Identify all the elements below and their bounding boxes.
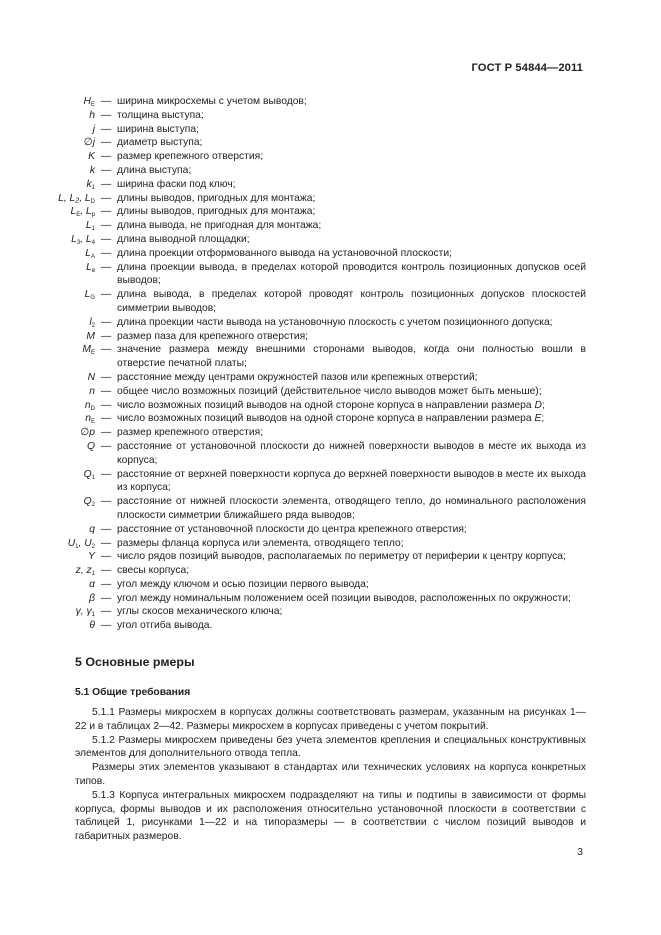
subsection-title: 5.1 Общие требования	[75, 687, 191, 698]
page-number: 3	[577, 847, 583, 858]
definition-symbol: M	[86, 330, 95, 342]
definition-text: размеры фланца корпуса или элемента, отводящего тепло;	[117, 537, 404, 549]
definition-dash: —	[100, 385, 112, 397]
definition-dash: —	[100, 206, 112, 218]
definition-symbol: N	[87, 371, 95, 383]
body-text	[75, 706, 586, 844]
definition-text: число возможных позиций выводов на одной стороне корпуса в направлении размера D;	[117, 399, 545, 411]
definition-symbol: ∅p	[80, 427, 95, 439]
definition-text: свесы корпуса;	[117, 565, 190, 577]
definition-row	[40, 136, 586, 150]
definition-row	[40, 412, 586, 426]
definition-dash: —	[100, 289, 112, 301]
definition-row	[40, 192, 586, 206]
definition-symbol: n	[89, 385, 95, 397]
definition-dash: —	[100, 233, 112, 245]
definition-dash: —	[100, 413, 112, 425]
definition-text: длины выводов, пригодных для монтажа;	[117, 206, 316, 218]
definition-text: длина проекции вывода, в пределах которой проводится контроль позиционных допусков осей выводов;	[117, 261, 586, 287]
definition-text: расстояние от верхней поверхности корпуса до верхней поверхности выводов в месте их выхода из корпуса;	[117, 468, 586, 494]
definition-text: длина вывода, в пределах которой проводят контроль позиционных допусков плоскостей симметрии выводов;	[117, 289, 586, 314]
definition-text: диаметр выступа;	[117, 137, 203, 149]
definition-text: расстояние от установочной плоскости до нижней поверхности выводов в месте их выхода из корпуса;	[117, 440, 586, 466]
definition-symbol: j	[92, 123, 95, 135]
definition-row	[40, 95, 586, 109]
definition-text: угол между номинальным положением осей позиции выводов, расположенных по окружности;	[117, 592, 571, 604]
definition-text: углы скосов механического ключа;	[117, 606, 283, 618]
definition-text: общее число возможных позиций (действительное число выводов может быть меньше);	[117, 385, 542, 397]
definition-symbol: β	[89, 592, 95, 604]
definition-row	[40, 123, 586, 137]
definition-dash: —	[100, 565, 112, 577]
definition-text: размер паза для крепежного отверстия;	[117, 330, 309, 342]
definition-symbol: ∅j	[83, 137, 95, 149]
definition-symbol: h	[89, 109, 95, 121]
definition-dash: —	[100, 620, 112, 632]
definition-row	[40, 426, 586, 440]
definition-row	[40, 109, 586, 123]
definition-symbol: α	[89, 578, 95, 590]
definition-text: ширина фаски под ключ;	[117, 178, 236, 190]
definition-row	[40, 385, 586, 399]
definition-text: угол отгиба вывода.	[117, 620, 213, 632]
definition-row	[40, 288, 586, 316]
definition-text: ширина выступа;	[117, 123, 199, 135]
definition-row	[40, 150, 586, 164]
definitions-list	[40, 95, 586, 633]
definition-text: длина вывода, не пригодная для монтажа;	[117, 220, 322, 232]
definition-dash: —	[100, 344, 112, 356]
definition-row	[40, 619, 586, 633]
definition-row	[40, 495, 586, 523]
definition-symbol: $L_в$	[86, 261, 95, 274]
definition-dash: —	[100, 592, 112, 604]
definition-row	[40, 592, 586, 606]
definition-text: значение размера между внешними сторонами выводов, когда они полностью вошли в отверстие печатной платы;	[117, 344, 586, 370]
definition-row	[40, 440, 586, 468]
definition-text: размер крепежного отверстия;	[117, 151, 264, 163]
definition-text: размер крепежного отверстия;	[117, 427, 264, 439]
definition-symbol: Q	[86, 440, 95, 452]
definition-symbol: Y	[88, 551, 95, 563]
definition-symbol: $L_G$	[84, 289, 95, 302]
definition-text: расстояние от нижней плоскости элемента, отводящего тепло, до номинального расположения плоскости симметрии ближайшего ряда выводов;	[117, 496, 586, 521]
definition-dash: —	[100, 330, 112, 342]
definition-dash: —	[100, 247, 112, 259]
definition-row	[40, 247, 586, 261]
definition-row	[40, 343, 586, 371]
definition-dash: —	[100, 192, 112, 204]
definition-text: число рядов позиций выводов, располагаемых по периметру от периферии к центру корпуса;	[117, 551, 566, 563]
definition-dash: —	[100, 151, 112, 163]
definition-symbol: K	[88, 151, 95, 163]
definition-dash: —	[100, 427, 112, 439]
definition-text: толщина выступа;	[117, 109, 204, 121]
definition-symbol: k	[89, 164, 95, 176]
definition-symbol: $L_1$	[85, 220, 95, 233]
definition-dash: —	[100, 178, 112, 190]
definition-dash: —	[100, 537, 112, 549]
definition-dash: —	[100, 261, 112, 273]
paragraph: 5.1.2 Размеры микросхем приведены без учета элементов крепления и специальных конструктивных элементов для дополнительного отвода тепла.	[75, 734, 586, 760]
definition-symbol: q	[89, 523, 95, 535]
definition-row	[40, 523, 586, 537]
definition-row	[40, 205, 586, 219]
definition-row	[40, 399, 586, 413]
definition-text: расстояние между центрами окружностей пазов или крепежных отверстий;	[117, 371, 478, 383]
document-header: ГОСТ Р 54844—2011	[471, 62, 583, 74]
definition-text: угол между ключом и осью позиции первого вывода;	[117, 578, 369, 590]
definition-row	[40, 371, 586, 385]
definition-row	[40, 261, 586, 289]
definition-text: длина проекции части вывода на установочную плоскость с учетом позиционного допуска;	[117, 316, 553, 328]
definition-row	[40, 550, 586, 564]
paragraph: Размеры этих элементов указывают в стандартах или технических условиях на корпуса конкретных типов.	[75, 762, 586, 787]
definition-symbol: $H_E$	[83, 96, 95, 108]
definition-text: длина выступа;	[117, 164, 192, 176]
definition-row	[40, 233, 586, 247]
definition-symbol: $l_2$	[89, 316, 95, 329]
definition-dash: —	[100, 109, 112, 121]
definition-text: длины выводов, пригодных для монтажа;	[117, 192, 316, 204]
definition-row	[40, 219, 586, 233]
definition-text: ширина микросхемы с учетом выводов;	[117, 96, 307, 107]
definition-symbol: $n_D$	[84, 399, 95, 412]
definition-dash: —	[100, 96, 112, 107]
definition-dash: —	[100, 164, 112, 176]
definition-dash: —	[100, 440, 112, 452]
definition-row	[40, 330, 586, 344]
definition-row	[40, 537, 586, 551]
paragraph: 5.1.1 Размеры микросхем в корпусах должны соответствовать размерам, указанным на рисунках 1—22 и в таблицах 2—42. Размеры микросхем в корпусах приведены с учетом покрытий.	[75, 707, 586, 732]
definition-dash: —	[100, 316, 112, 328]
definition-symbol: $n_E$	[85, 413, 95, 426]
definition-text: число возможных позиций выводов на одной стороне корпуса в направлении размера E;	[117, 413, 545, 425]
definition-dash: —	[100, 496, 112, 508]
definition-row	[40, 578, 586, 592]
definition-row	[40, 316, 586, 330]
definition-dash: —	[100, 399, 112, 411]
definition-dash: —	[100, 123, 112, 135]
definition-text: расстояние от установочной плоскости до центра крепежного отверстия;	[117, 523, 467, 535]
definition-symbol: $k_1$	[86, 178, 95, 191]
definition-symbol: z, $z_1$	[75, 565, 95, 578]
definition-dash: —	[100, 551, 112, 563]
definition-dash: —	[100, 606, 112, 618]
paragraph: 5.1.3 Корпуса интегральных микросхем подразделяют на типы и подтипы в зависимости от формы корпуса, формы выводов и их расположения относительно установочной плоскости в соответствии с таблицей 1, рисунками 1—22 и на типоразмеры — в соответствии с числом позиций выводов и габаритных размеров.	[75, 789, 586, 843]
definition-row	[40, 178, 586, 192]
definition-text: длина проекции отформованного вывода на установочной плоскости;	[117, 247, 452, 259]
definition-dash: —	[100, 468, 112, 480]
definition-row	[40, 468, 586, 496]
definition-symbol: $U_1$, $U_2$	[67, 537, 95, 550]
definition-dash: —	[100, 523, 112, 535]
definition-symbol: L, L₂, $L_D$	[58, 192, 95, 205]
definition-row	[40, 164, 586, 178]
definition-symbol: $Q_1$	[83, 468, 95, 481]
definition-symbol: $M_E$	[82, 344, 95, 357]
definition-text: длина выводной площадки;	[117, 233, 250, 245]
section-title: 5 Основные рмеры	[75, 655, 195, 669]
definition-dash: —	[100, 371, 112, 383]
definition-dash: —	[100, 578, 112, 590]
definition-symbol: $Q_2$	[83, 496, 95, 509]
definition-row	[40, 564, 586, 578]
definition-symbol: $L_A$	[85, 247, 95, 260]
definition-row	[40, 605, 586, 619]
definition-symbol: θ	[89, 620, 95, 632]
definition-dash: —	[100, 137, 112, 149]
definition-dash: —	[100, 220, 112, 232]
definition-symbol: $L_3$, $L_4$	[71, 233, 95, 246]
definition-symbol: γ, $\gamma_1$	[75, 606, 95, 619]
definition-symbol: $L_E$, $L_p$	[70, 206, 95, 219]
